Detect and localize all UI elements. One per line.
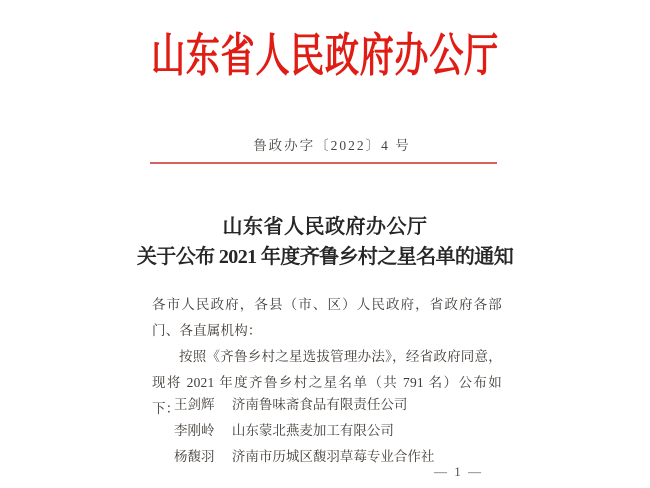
notice-title-line1: 山东省人民政府办公厅	[222, 216, 428, 238]
organization-name: 山东蒙北燕麦加工有限公司	[231, 423, 394, 438]
red-divider-rule	[150, 162, 497, 164]
agency-masthead: 山东省人民政府办公厅	[151, 30, 499, 81]
document-reference-number: 鲁政办字〔2022〕4 号	[253, 138, 411, 153]
intro-paragraph: 按照《齐鲁乡村之星选拔管理办法》，经省政府同意，现将 2021 年度齐鲁乡村之星名单（共 791 名）公布如下：	[152, 349, 502, 416]
addressee-paragraph: 各市人民政府，各县（市、区）人民政府，省政府各部门、各直属机构：	[152, 297, 502, 338]
person-name: 杨馥羽	[174, 449, 215, 464]
organization-name: 济南鲁味斋食品有限责任公司	[231, 397, 408, 412]
notice-title-line2: 关于公布 2021 年度齐鲁乡村之星名单的通知	[136, 246, 514, 268]
star-name-list	[174, 392, 514, 470]
person-name: 王剑辉	[174, 397, 215, 412]
list-item	[174, 418, 514, 444]
list-item	[174, 392, 514, 418]
page-number: — 1 —	[434, 464, 483, 479]
organization-name: 济南市历城区馥羽草莓专业合作社	[231, 449, 435, 464]
person-name: 李刚岭	[174, 423, 215, 438]
